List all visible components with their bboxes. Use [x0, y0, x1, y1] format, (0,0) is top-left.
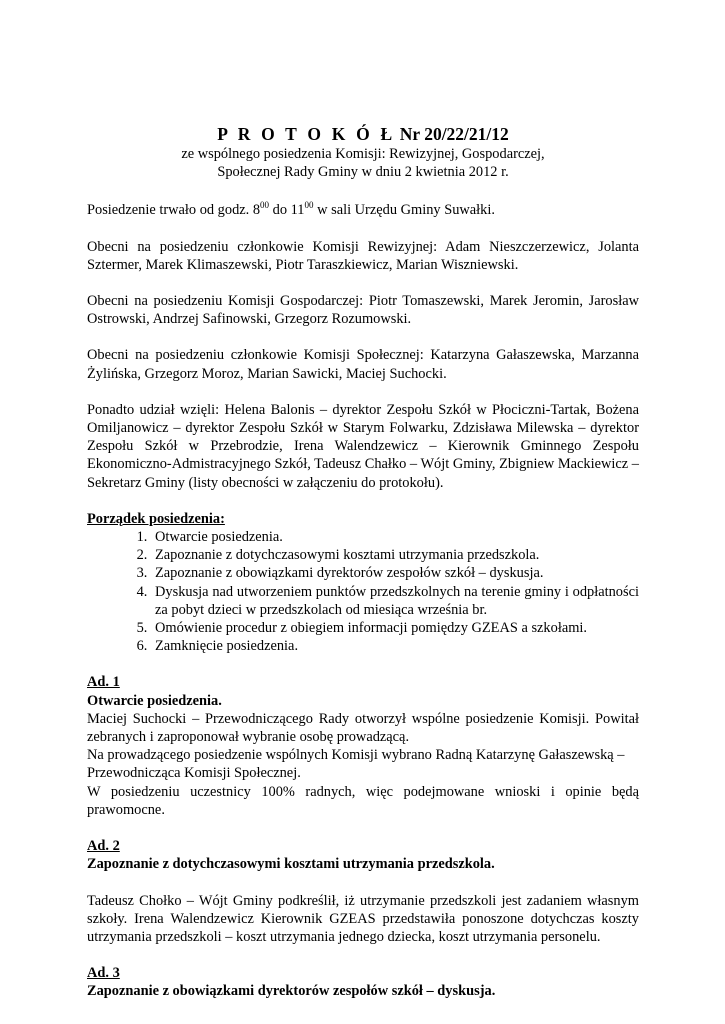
agenda-item: 2. Zapoznanie z dotychczasowymi kosztami utrzymania przedszkola.: [151, 546, 639, 564]
agenda-heading: Porządek posiedzenia:: [87, 510, 225, 527]
ad3-heading: Zapoznanie z obowiązkami dyrektorów zespołów szkół – dyskusja.: [87, 983, 496, 1000]
agenda-item: 4. Dyskusja nad utworzeniem punktów przedszkolnych na terenie gminy i odpłatności za pobyt dzieci w przedszkolach od miesiąca września br.: [151, 583, 639, 619]
subtitle-line-2: Społecznej Rady Gminy w dniu 2 kwietnia 2012 r.: [217, 164, 509, 181]
paragraph-spoleczna: Obecni na posiedzeniu członkowie Komisji Społecznej: Katarzyna Gałaszewska, Marzanna Żylińska, Grzegorz Moroz, Marian Sawicki, Maciej Suchocki.: [87, 347, 639, 382]
end-time-superscript: 00: [304, 200, 314, 211]
ad1-paragraph-2: Na prowadzącego posiedzenie wspólnych Komisji wybrano Radną Katarzynę Gałaszewską – Przewodnicząca Komisji Społecznej.: [87, 747, 625, 782]
ad1-paragraph-3: W posiedzeniu uczestnicy 100% radnych, więc podejmowane wnioski i opinie będą prawomocne.: [87, 783, 639, 818]
paragraph-attendees: Ponadto udział wzięli: Helena Balonis – dyrektor Zespołu Szkół w Płociczni-Tartak, Bożena Omiljanowicz – dyrektor Zespołu Szkół w Starym Folwarku, Zdzisława Milewska – dyrektor Zespołu Szkół w Przebrodzie, Irena Walendzewicz – Kierownik Gminnego Zespołu Ekonomiczno-Admistracyjnego Szkół, Tadeusz Chałko – Wójt Gminy, Zbigniew Mackiewicz – Sekretarz Gminy (listy obecności w załączeniu do protokołu).: [87, 401, 639, 491]
title-number: Nr 20/22/21/12: [399, 124, 509, 144]
ad2-heading: Zapoznanie z dotychczasowymi kosztami utrzymania przedszkola.: [87, 856, 495, 873]
document-content: [87, 124, 639, 1001]
ad2-label: Ad. 2: [87, 838, 120, 855]
agenda-item: 6. Zamknięcie posiedzenia.: [151, 637, 639, 655]
paragraph-gospodarcza: Obecni na posiedzeniu Komisji Gospodarczej: Piotr Tomaszewski, Marek Jeromin, Jarosław Ostrowski, Andrzej Safinowski, Grzegorz Rozumowski.: [87, 293, 639, 328]
ad1-paragraph-1: Maciej Suchocki – Przewodniczącego Rady otworzył wspólne posiedzenie Komisji. Powitał zebranych i zaproponował wybranie osobę prowadzącą.: [87, 710, 639, 746]
paragraph-rewizyjna: Obecni na posiedzeniu członkowie Komisji Rewizyjnej: Adam Nieszczerzewicz, Jolanta Sztermer, Marek Klimaszewski, Piotr Taraszkiewicz, Marian Wiszniewski.: [87, 238, 639, 273]
start-time-superscript: 00: [260, 200, 270, 211]
ad1-label: Ad. 1: [87, 674, 120, 691]
agenda-list: [87, 528, 639, 655]
ad2-paragraph-1: Tadeusz Chołko – Wójt Gminy podkreślił, iż utrzymanie przedszkoli jest zadaniem własnym szkoły. Irena Walendzewicz Kierownik GZEAS przedstawiła ponoszone dotychczas koszty utrzymania przedszkoli – koszt utrzymania jednego dziecka, koszt utrzymania personelu.: [87, 892, 639, 945]
subtitle-line-1: ze wspólnego posiedzenia Komisji: Rewizyjnej, Gospodarczej,: [181, 146, 545, 162]
agenda-item: 1. Otwarcie posiedzenia.: [151, 528, 639, 546]
ad3-label: Ad. 3: [87, 965, 120, 982]
agenda-item: 3. Zapoznanie z obowiązkami dyrektorów zespołów szkół – dyskusja.: [151, 564, 639, 582]
agenda-item: 5. Omówienie procedur z obiegiem informacji pomiędzy GZEAS a szkołami.: [151, 619, 639, 637]
ad1-heading: Otwarcie posiedzenia.: [87, 692, 222, 709]
document-title: [87, 124, 639, 145]
meeting-duration: Posiedzenie trwało od godz. $8^{00}$ do $11^{00}$ w sali Urzędu Gminy Suwałki.: [87, 200, 495, 219]
title-prefix: P R O T O K Ó Ł: [217, 124, 396, 144]
